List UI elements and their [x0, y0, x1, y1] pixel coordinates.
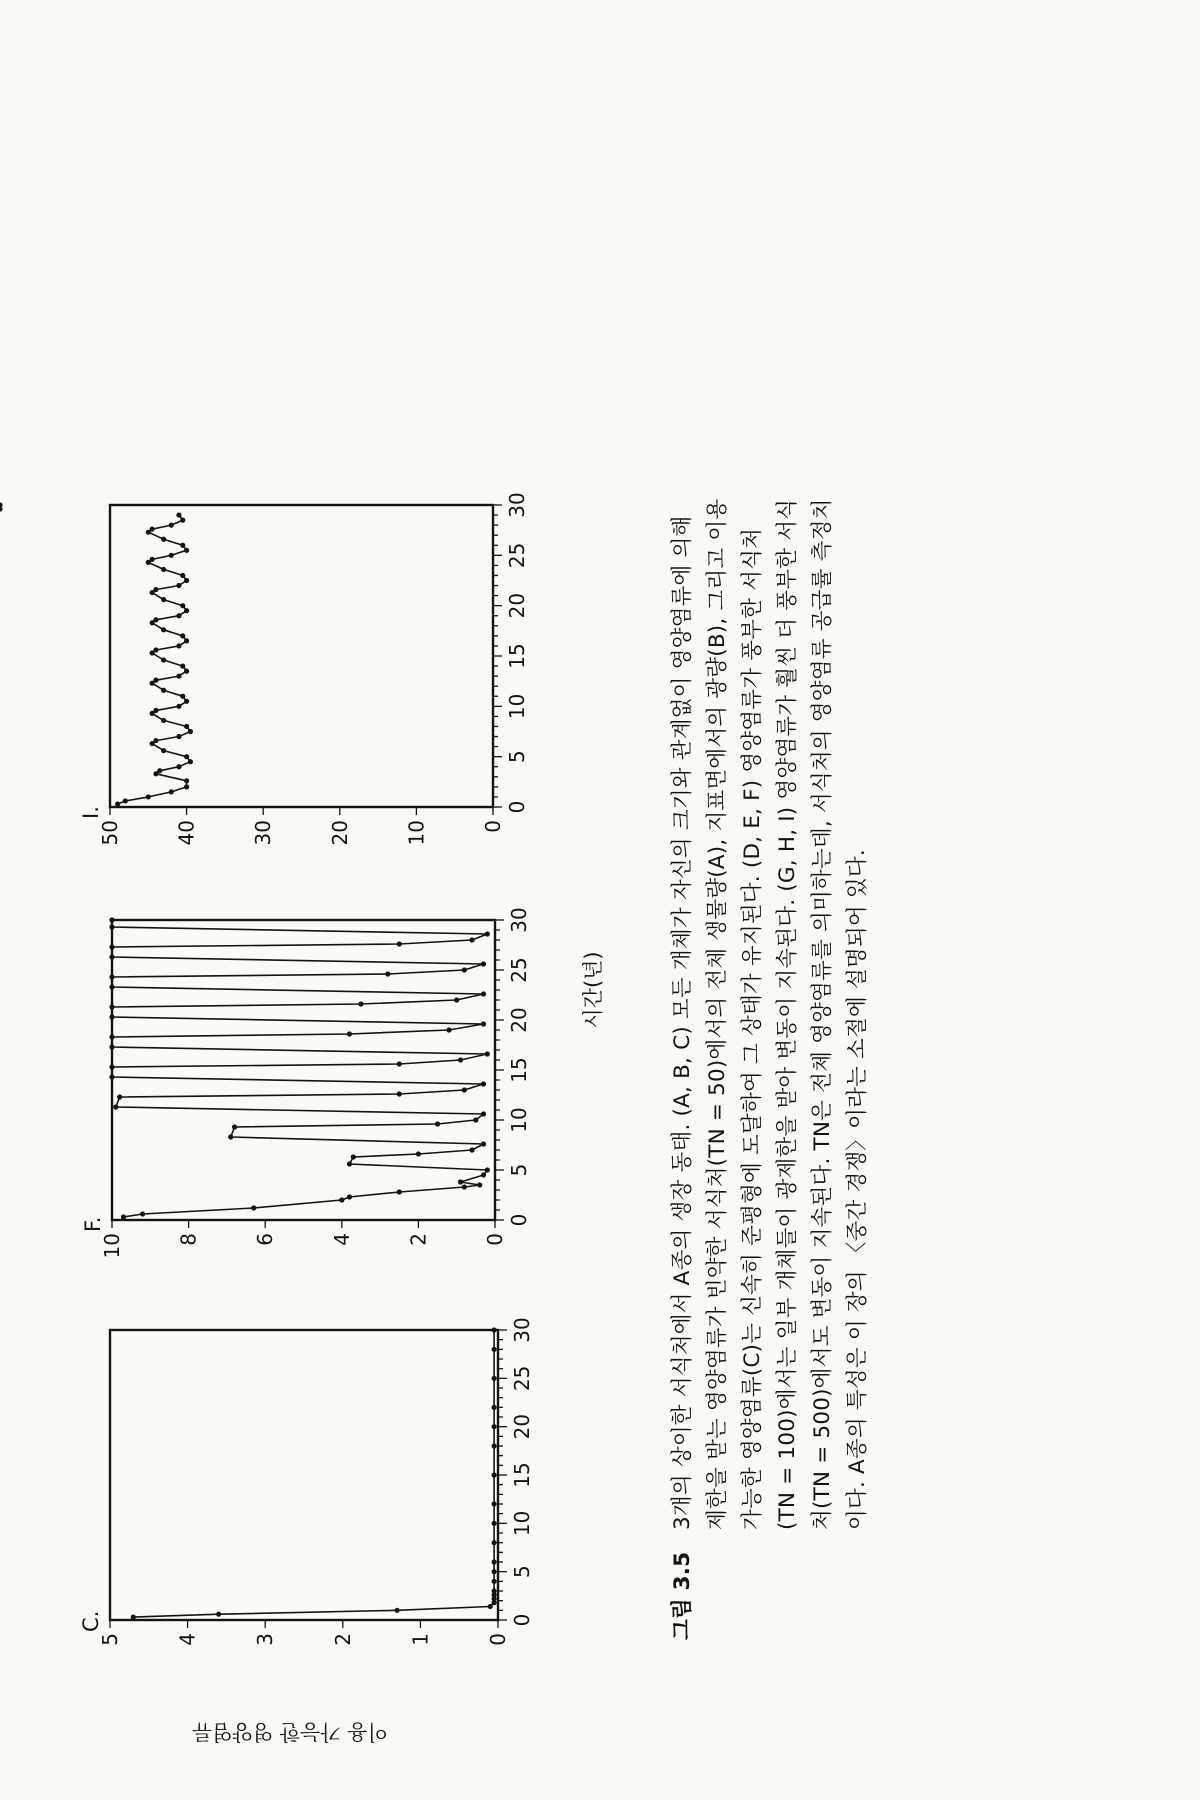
data-point: [397, 941, 402, 946]
data-point: [347, 1161, 352, 1166]
data-point: [492, 1521, 497, 1526]
data-point: [462, 1184, 467, 1189]
data-point: [188, 759, 193, 764]
y-tick-label: 2: [406, 1233, 431, 1246]
data-point: [469, 937, 474, 942]
data-point: [492, 1569, 497, 1574]
data-point: [216, 1612, 221, 1617]
series-line: [133, 1330, 494, 1617]
data-point: [161, 718, 166, 723]
chart-panel-3: [0, 492, 529, 845]
x-tick-label: 30: [507, 907, 531, 933]
data-point: [169, 553, 174, 558]
data-point: [109, 1064, 114, 1069]
data-point: [161, 537, 166, 542]
data-point: [492, 1443, 497, 1448]
data-point: [113, 1104, 118, 1109]
x-tick-label: 0: [510, 1613, 534, 1627]
data-point: [109, 984, 114, 989]
data-point: [492, 1588, 497, 1593]
data-point: [115, 801, 120, 806]
x-tick-label: 15: [507, 1057, 531, 1083]
data-point: [184, 699, 189, 704]
data-point: [462, 967, 467, 972]
y-tick-label: 40: [174, 820, 199, 846]
data-point: [184, 784, 189, 789]
x-tick-label: 5: [505, 750, 529, 764]
data-point: [492, 1347, 497, 1352]
data-point: [228, 1134, 233, 1139]
x-tick-label: 25: [507, 957, 531, 983]
caption-line: 이다. A종의 특성은 이 장의 〈중간 경쟁〉이라는 소절에 설명되어 있다.: [845, 849, 870, 1530]
caption-line: 처(TN = 500)에서도 변동이 지속된다. TN은 전체 영양염류를 의미하는데, 서식처의 영양염류 공급률 측정치: [810, 498, 835, 1530]
panel-label: I.: [79, 806, 103, 819]
plot-frame: [112, 920, 495, 1220]
data-point: [477, 1182, 482, 1187]
y-tick-label: 2: [330, 1633, 355, 1646]
data-point: [184, 669, 189, 674]
y-tick-label: 6: [253, 1233, 278, 1246]
data-point: [481, 1081, 486, 1086]
data-point: [161, 688, 166, 693]
data-point: [109, 1014, 114, 1019]
data-point: [492, 1424, 497, 1429]
data-point: [485, 1167, 490, 1172]
y-tick-label: 50: [98, 820, 122, 846]
data-point: [161, 748, 166, 753]
data-point: [481, 991, 486, 996]
data-point: [153, 738, 158, 743]
data-point: [153, 617, 158, 622]
series-line: [112, 920, 487, 1217]
data-point: [395, 1608, 400, 1613]
data-point: [140, 1211, 145, 1216]
data-point: [161, 597, 166, 602]
y-tick-label: 30: [251, 820, 276, 846]
x-tick-label: 5: [510, 1565, 534, 1579]
x-tick-label: 10: [505, 693, 529, 720]
data-point: [109, 1004, 114, 1009]
caption-line: 3개의 상이한 서식처에서 A종의 생장 동태. (A, B, C) 모든 개체가 자신의 크기와 관계없이 영양염류에 의해: [670, 515, 695, 1530]
data-point: [347, 1194, 352, 1199]
data-point: [188, 729, 193, 734]
data-point: [161, 627, 166, 632]
data-point: [184, 548, 189, 553]
data-point: [184, 754, 189, 759]
x-tick-label: 15: [505, 643, 529, 669]
data-point: [109, 974, 114, 979]
data-point: [176, 704, 181, 709]
x-tick-label: 30: [510, 1317, 534, 1343]
chart-panel-2: [81, 907, 531, 1258]
data-point: [0, 502, 3, 507]
data-point: [351, 1154, 356, 1159]
data-point: [481, 1141, 486, 1146]
data-point: [358, 1001, 363, 1006]
data-point: [180, 543, 185, 548]
data-point: [109, 917, 114, 922]
y-tick-label: 3: [253, 1633, 278, 1646]
y-tick-label: 4: [329, 1233, 354, 1246]
data-point: [180, 694, 185, 699]
data-point: [458, 1057, 463, 1062]
data-point: [109, 944, 114, 949]
chart-panel-1: [79, 1317, 534, 1645]
x-tick-label: 20: [510, 1413, 534, 1440]
data-point: [385, 971, 390, 976]
x-tick-label: 5: [507, 1163, 531, 1177]
data-point: [492, 1327, 497, 1332]
x-tick-label: 10: [507, 1107, 531, 1133]
data-point: [184, 778, 189, 783]
data-point: [176, 643, 181, 648]
data-point: [109, 1074, 114, 1079]
data-point: [184, 578, 189, 583]
x-tick-label: 20: [507, 1007, 531, 1033]
data-point: [397, 1091, 402, 1096]
data-point: [481, 1021, 486, 1026]
caption-line: 제한을 받는 영양염류가 빈약한 서식처(TN = 50)에서의 전체 생물량(A), 지표면에서의 광량(B), 그리고 이용: [705, 498, 730, 1530]
x-tick-label: 25: [510, 1365, 534, 1392]
data-point: [176, 613, 181, 618]
data-point: [131, 1615, 136, 1620]
y-tick-label: 0: [481, 820, 505, 833]
y-tick-label: 10: [100, 1233, 124, 1259]
data-point: [347, 1031, 352, 1036]
data-point: [109, 1034, 114, 1039]
data-point: [176, 512, 181, 517]
data-point: [150, 527, 155, 532]
data-point: [435, 1121, 440, 1126]
plot-frame: [110, 1330, 498, 1620]
data-point: [161, 567, 166, 572]
data-point: [481, 1172, 486, 1177]
y-tick-label: 20: [327, 820, 352, 846]
data-point: [492, 1376, 497, 1381]
data-point: [180, 573, 185, 578]
data-point: [169, 789, 174, 794]
plot-frame: [110, 505, 493, 807]
data-point: [153, 587, 158, 592]
y-tick-label: 5: [98, 1633, 122, 1646]
panel-label: F.: [81, 1216, 105, 1232]
data-point: [492, 1579, 497, 1584]
data-point: [462, 1087, 467, 1092]
x-tick-label: 0: [505, 800, 529, 814]
data-point: [176, 734, 181, 739]
data-point: [157, 768, 162, 773]
caption-line: 가능한 영양염류(C)는 신속히 준평형에 도달하여 그 상태가 유지된다. (D, E, F) 영양염류가 풍부한 서식처: [740, 527, 765, 1530]
data-point: [109, 954, 114, 959]
data-point: [169, 523, 174, 528]
data-point: [488, 1604, 493, 1609]
figure-caption: [665, 245, 875, 1640]
x-tick-label: 0: [507, 1213, 531, 1227]
data-point: [180, 603, 185, 608]
data-point: [485, 1051, 490, 1056]
data-point: [153, 678, 158, 683]
data-point: [123, 798, 128, 803]
y-tick-label: 10: [404, 820, 429, 846]
x-tick-label: 10: [510, 1510, 534, 1537]
x-tick-label: 15: [510, 1462, 534, 1488]
caption-label: 그림 3.5: [670, 1551, 695, 1640]
data-point: [339, 1197, 344, 1202]
caption-body: [665, 245, 875, 1530]
data-point: [492, 1540, 497, 1545]
x-tick-label: 20: [505, 592, 529, 619]
data-point: [150, 557, 155, 562]
data-point: [481, 1111, 486, 1116]
data-point: [146, 794, 151, 799]
data-point: [117, 1094, 122, 1099]
data-point: [469, 1147, 474, 1152]
data-point: [492, 1405, 497, 1410]
data-point: [109, 924, 114, 929]
data-point: [176, 583, 181, 588]
data-point: [180, 518, 185, 523]
caption-line: (TN = 100)에서는 일부 개체들이 광제한을 받아 변동이 지속된다. (G, H, I) 영양염류가 훨씬 더 풍부한 서식: [775, 498, 800, 1530]
data-point: [161, 657, 166, 662]
y-tick-label: 0: [483, 1233, 507, 1246]
data-point: [251, 1205, 256, 1210]
data-point: [184, 724, 189, 729]
data-point: [153, 708, 158, 713]
data-point: [454, 997, 459, 1002]
data-point: [184, 608, 189, 613]
data-point: [109, 1044, 114, 1049]
panel-label: C.: [79, 1610, 103, 1632]
data-point: [492, 1559, 497, 1564]
data-point: [416, 1151, 421, 1156]
y-tick-label: 0: [486, 1633, 510, 1646]
data-point: [176, 764, 181, 769]
data-point: [176, 674, 181, 679]
data-point: [458, 1179, 463, 1184]
data-point: [180, 633, 185, 638]
y-axis-label: 이용 가능한 영양염류: [192, 1720, 388, 1744]
data-point: [184, 638, 189, 643]
y-tick-label: 4: [175, 1633, 200, 1646]
data-point: [180, 663, 185, 668]
data-point: [481, 961, 486, 966]
x-axis-label: 시간(년): [581, 951, 605, 1029]
data-point: [446, 1027, 451, 1032]
data-point: [397, 1061, 402, 1066]
data-point: [121, 1214, 126, 1219]
data-point: [153, 647, 158, 652]
x-tick-label: 30: [505, 492, 529, 518]
y-tick-label: 8: [176, 1233, 201, 1246]
data-point: [492, 1472, 497, 1477]
data-point: [397, 1189, 402, 1194]
x-tick-label: 25: [505, 542, 529, 569]
data-point: [232, 1124, 237, 1129]
y-tick-label: 1: [408, 1633, 433, 1646]
data-point: [473, 1117, 478, 1122]
data-point: [485, 931, 490, 936]
data-point: [492, 1501, 497, 1506]
